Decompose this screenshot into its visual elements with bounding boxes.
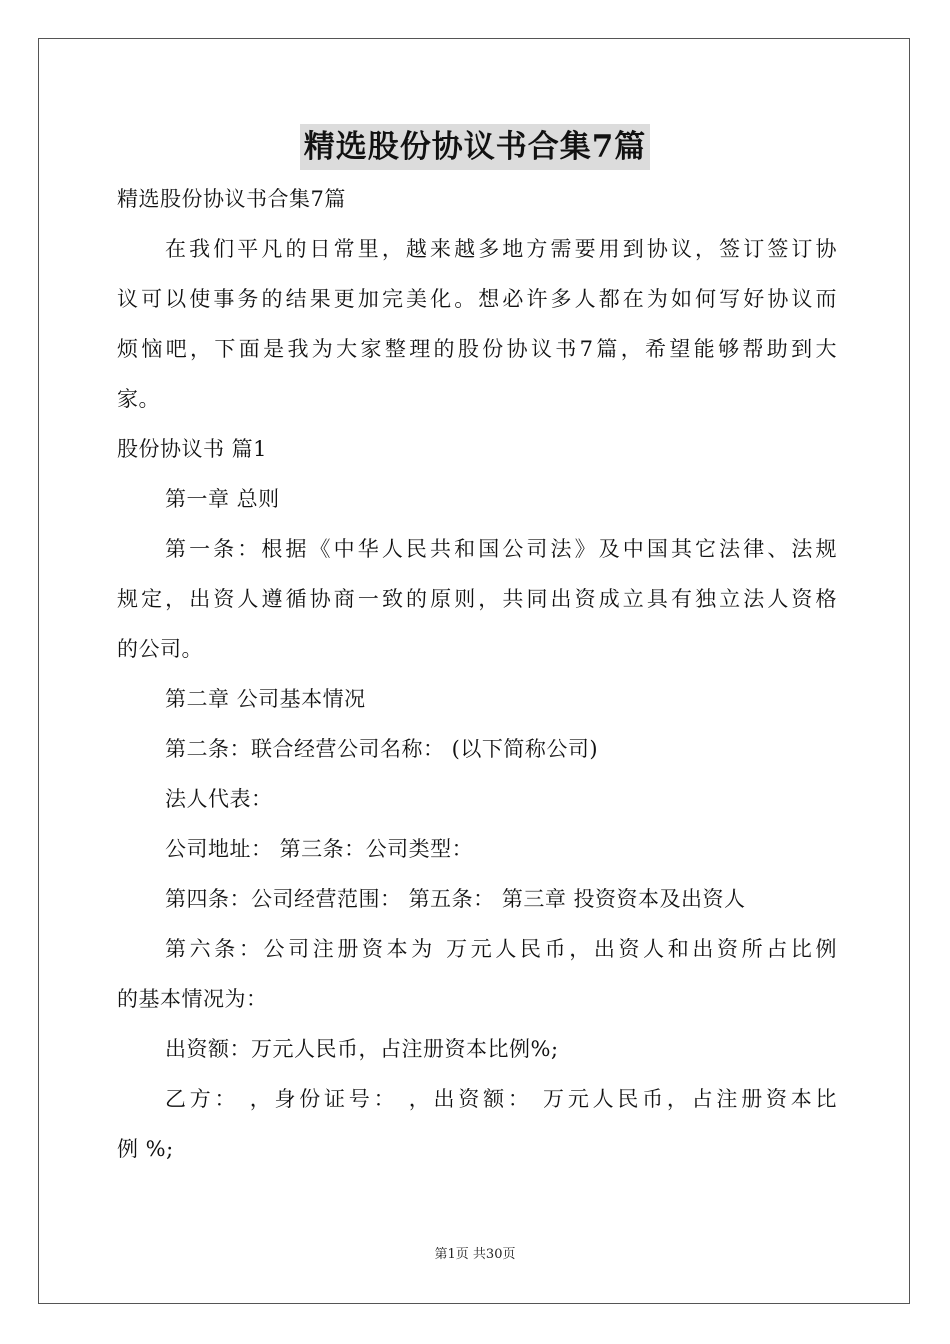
- paragraph-line: 例 %;: [117, 1137, 174, 1161]
- document-title: 精选股份协议书合集7篇: [300, 124, 651, 170]
- paragraph-line: 乙方： ，身份证号： ，出资额： 万元人民币，占注册资本比: [165, 1087, 837, 1111]
- page-border: [38, 38, 910, 1304]
- paragraph-line: 出资额：万元人民币，占注册资本比例%;: [165, 1037, 559, 1061]
- paragraph-line: 第一条：根据《中华人民共和国公司法》及中国其它法律、法规: [165, 537, 837, 561]
- chapter-heading: 第二章 公司基本情况: [165, 687, 366, 711]
- paragraph-line: 烦恼吧，下面是我为大家整理的股份协议书7篇，希望能够帮助到大: [117, 337, 837, 361]
- chapter-heading: 第一章 总则: [165, 487, 280, 511]
- subtitle-line: 精选股份协议书合集7篇: [117, 187, 346, 211]
- paragraph-line: 第六条：公司注册资本为 万元人民币，出资人和出资所占比例: [165, 937, 837, 961]
- paragraph-line: 的公司。: [117, 637, 203, 661]
- paragraph-line: 第四条：公司经营范围： 第五条： 第三章 投资资本及出资人: [165, 887, 746, 911]
- paragraph-line: 法人代表：: [165, 787, 273, 811]
- paragraph-line: 公司地址： 第三条：公司类型：: [165, 837, 474, 861]
- paragraph-line: 议可以使事务的结果更加完美化。想必许多人都在为如何写好协议而: [117, 287, 837, 311]
- paragraph-line: 第二条：联合经营公司名称： (以下简称公司): [165, 737, 599, 761]
- section-heading: 股份协议书 篇1: [117, 437, 268, 461]
- title-container: [0, 124, 950, 170]
- paragraph-line: 的基本情况为：: [117, 987, 268, 1011]
- paragraph-line: 在我们平凡的日常里，越来越多地方需要用到协议，签订签订协: [165, 237, 837, 261]
- page-number-footer: 第1页 共30页: [434, 1247, 516, 1262]
- paragraph-line: 家。: [117, 387, 160, 411]
- paragraph-line: 规定，出资人遵循协商一致的原则，共同出资成立具有独立法人资格: [117, 587, 837, 611]
